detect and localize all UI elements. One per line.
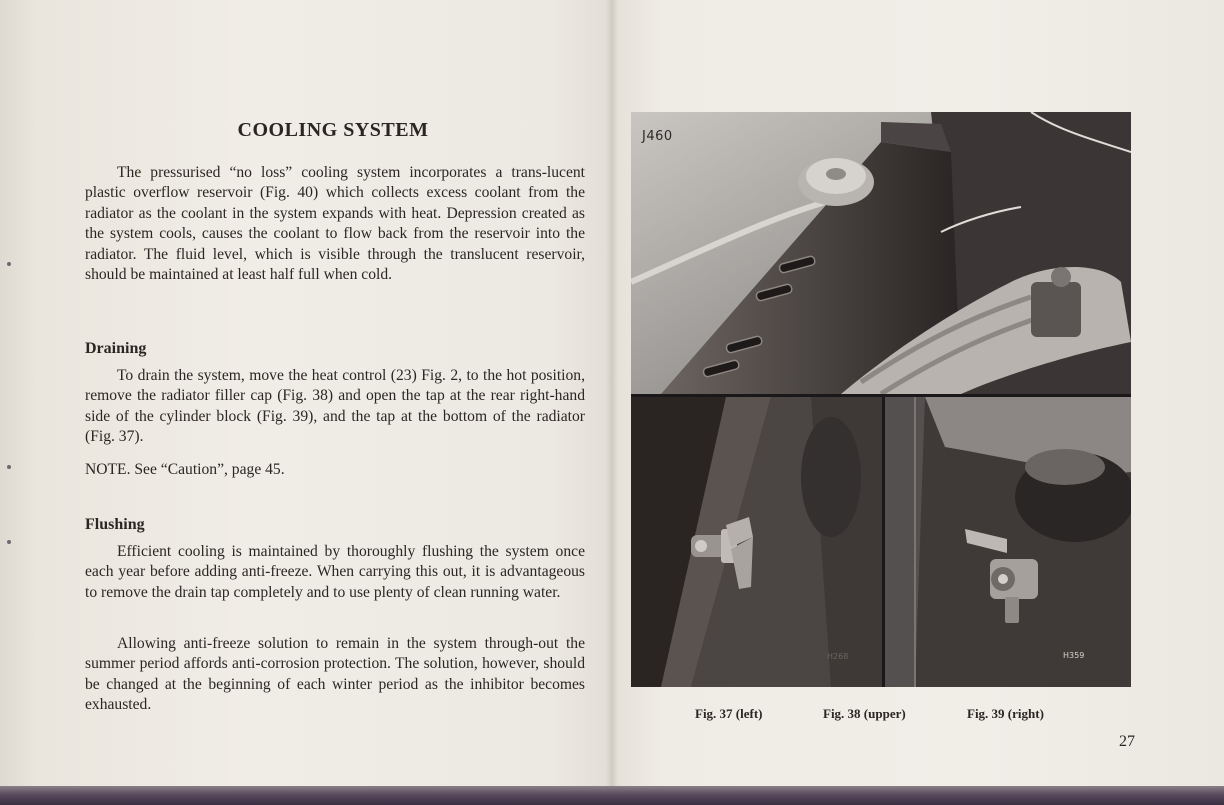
caption-fig-37: Fig. 37 (left) — [695, 706, 763, 721]
radiator-drain-tap-photo — [631, 397, 882, 687]
binding-hole-icon — [7, 262, 11, 266]
flushing-paragraph-2: Allowing anti-freeze solution to remain in the system through-out the summer period affords anti-corrosion protection. The solution, however, should be changed at the beginning of each winter period as the inhibitor becomes exhausted. — [85, 635, 585, 714]
caption-fig-38: Fig. 38 (upper) — [823, 706, 906, 721]
binding-hole-icon — [7, 540, 11, 544]
figure-panel — [631, 112, 1131, 687]
page-number: 27 — [1119, 733, 1135, 750]
book-edge — [0, 786, 1224, 805]
binding-hole-icon — [7, 465, 11, 469]
radiator-cap-photo — [631, 112, 1131, 394]
flushing-heading: Flushing — [85, 516, 145, 533]
draining-paragraph: To drain the system, move the heat control (23) Fig. 2, to the hot position, remove the radiator filler cap (Fig. 38) and open the tap at the rear right-hand side of the cylinder block (Fig. 39), and the tap at the bottom of the radiator (Fig. 37). — [85, 367, 585, 446]
figure-ref-h359: H359 — [1063, 651, 1085, 660]
flushing-paragraph-1: Efficient cooling is maintained by thoroughly flushing the system once each year before adding anti-freeze. When carrying this out, it is advantageous to remove the drain tap completely and to use plenty of clean running water. — [85, 543, 585, 601]
caption-fig-39: Fig. 39 (right) — [967, 706, 1044, 721]
book-spine — [606, 0, 618, 790]
figure-captions — [690, 706, 1090, 726]
cylinder-block-tap-photo — [885, 397, 1131, 687]
draining-heading: Draining — [85, 340, 147, 357]
intro-paragraph: The pressurised “no loss” cooling system incorporates a trans-lucent plastic overflow reservoir (Fig. 40) which collects excess coolant from the radiator as the coolant in the system expands with heat. Depression created as the system cools, causes the coolant to flow back from the reservoir into the radiator. The fluid level, which is visible through the translucent reservoir, should be maintained at least half full when cold. — [85, 164, 585, 284]
page-title: COOLING SYSTEM — [237, 119, 429, 141]
draining-note: NOTE. See “Caution”, page 45. — [85, 461, 285, 478]
figure-ref-j460: J460 — [642, 129, 673, 144]
figure-ref-h268: H268 — [827, 652, 849, 661]
